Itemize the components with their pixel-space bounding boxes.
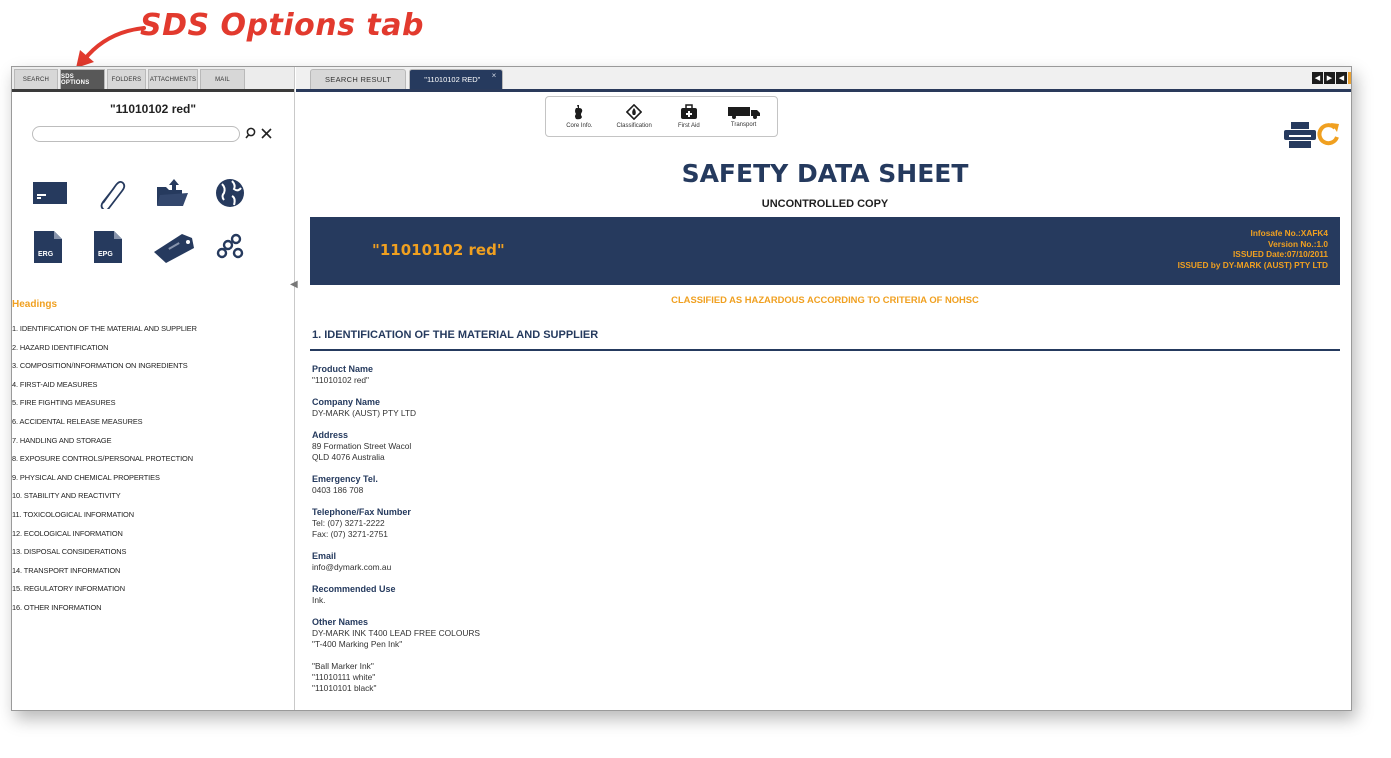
first-aid-label: First Aid xyxy=(678,123,700,129)
hazard-classification: CLASSIFIED AS HAZARDOUS ACCORDING TO CRITERIA OF NOHSC xyxy=(671,294,979,305)
prev-icon[interactable]: ◀ xyxy=(1312,72,1323,84)
document-title: SAFETY DATA SHEET xyxy=(681,159,969,188)
document-toolbar xyxy=(545,96,778,137)
spacer xyxy=(312,650,912,661)
issued-by: ISSUED by DY-MARK (AUST) PTY LTD xyxy=(1177,259,1328,270)
first-icon[interactable]: ◀ xyxy=(1336,72,1347,84)
field-value: DY-MARK (AUST) PTY LTD xyxy=(312,408,417,418)
heading-link[interactable]: 7. HANDLING AND STORAGE xyxy=(12,435,112,445)
field-product-name xyxy=(312,364,912,386)
apple-core-icon xyxy=(572,104,586,120)
field-value: "11010101 black" xyxy=(312,683,377,693)
classification-button[interactable] xyxy=(608,97,660,136)
section-divider xyxy=(310,349,1340,351)
collapse-panel-icon[interactable]: ◀ xyxy=(290,279,298,290)
tab-document-label: "11010102 RED" xyxy=(424,75,481,84)
epg-document-icon[interactable] xyxy=(92,229,152,265)
globe-icon[interactable] xyxy=(212,175,272,211)
field-label: Address xyxy=(312,430,349,440)
heading-link[interactable]: 16. OTHER INFORMATION xyxy=(12,602,102,612)
truck-icon xyxy=(727,105,761,119)
field-value: "11010102 red" xyxy=(312,375,370,385)
tab-sds-options[interactable]: SDS OPTIONS xyxy=(60,69,105,89)
field-value: Fax: (07) 3271-2751 xyxy=(312,529,388,539)
field-label: Company Name xyxy=(312,397,381,407)
expand-icon[interactable] xyxy=(1348,72,1352,84)
right-tab-bar xyxy=(296,67,1352,92)
field-company-name xyxy=(312,397,912,419)
headings-title: Headings xyxy=(12,299,58,310)
refresh-icon[interactable] xyxy=(1317,121,1341,152)
infosafe-number: Infosafe No.:XAFK4 xyxy=(1250,228,1328,238)
core-info-button[interactable] xyxy=(553,97,605,136)
field-address xyxy=(312,430,912,463)
heading-link[interactable]: 14. TRANSPORT INFORMATION xyxy=(12,565,121,575)
tab-folders[interactable]: FOLDERS xyxy=(107,69,146,89)
field-value: DY-MARK INK T400 LEAD FREE COLOURS xyxy=(312,628,481,638)
tab-mail[interactable]: MAIL xyxy=(200,69,245,89)
banner-info xyxy=(1178,228,1328,270)
headings-list xyxy=(12,299,287,622)
core-info-label: Core Info. xyxy=(566,123,593,129)
banner-product-name: "11010102 red" xyxy=(372,241,505,259)
erg-document-icon[interactable] xyxy=(32,229,92,265)
next-icon[interactable]: ▶ xyxy=(1324,72,1335,84)
search-icon[interactable] xyxy=(245,127,256,141)
print-icon[interactable] xyxy=(1283,121,1317,154)
field-label: Product Name xyxy=(312,364,374,374)
first-aid-button[interactable] xyxy=(663,97,715,136)
heading-link[interactable]: 10. STABILITY AND REACTIVITY xyxy=(12,491,121,501)
field-email xyxy=(312,551,912,573)
document-subtitle: UNCONTROLLED COPY xyxy=(761,198,889,210)
erg-label: ERG xyxy=(38,251,54,258)
version-number: Version No.:1.0 xyxy=(1268,238,1328,249)
nav-buttons xyxy=(1312,72,1352,84)
heading-link[interactable]: 2. HAZARD IDENTIFICATION xyxy=(12,342,109,352)
field-label: Telephone/Fax Number xyxy=(312,507,411,517)
heading-link[interactable]: 6. ACCIDENTAL RELEASE MEASURES xyxy=(12,416,143,426)
flame-diamond-icon xyxy=(626,104,642,120)
heading-link[interactable]: 5. FIRE FIGHTING MEASURES xyxy=(12,398,116,408)
search-input[interactable] xyxy=(32,126,240,142)
field-telephone-fax xyxy=(312,507,912,540)
label-tag-icon[interactable] xyxy=(152,229,212,265)
field-recommended-use xyxy=(312,584,912,606)
field-label: Emergency Tel. xyxy=(312,474,378,484)
field-value: 0403 186 708 xyxy=(312,485,364,495)
field-value: Tel: (07) 3271-2222 xyxy=(312,518,385,528)
field-other-names xyxy=(312,617,912,694)
paperclip-icon[interactable] xyxy=(92,175,152,211)
heading-link[interactable]: 15. REGULATORY INFORMATION xyxy=(12,584,125,594)
sds-option-icons xyxy=(32,175,272,265)
folder-icon[interactable] xyxy=(152,175,212,211)
field-emergency-tel xyxy=(312,474,912,496)
issued-date: ISSUED Date:07/10/2011 xyxy=(1232,249,1328,259)
tab-search[interactable]: SEARCH xyxy=(14,69,58,89)
link-chain-icon[interactable] xyxy=(212,229,272,265)
tab-search-result[interactable]: SEARCH RESULT xyxy=(310,69,406,89)
field-label: Email xyxy=(312,551,337,561)
transport-button[interactable] xyxy=(718,97,770,136)
field-value: "T-400 Marking Pen Ink" xyxy=(312,639,403,649)
heading-link[interactable]: 13. DISPOSAL CONSIDERATIONS xyxy=(12,547,127,557)
heading-link[interactable]: 12. ECOLOGICAL INFORMATION xyxy=(12,528,123,538)
classification-label: Classification xyxy=(616,123,652,129)
field-value: QLD 4076 Australia xyxy=(312,452,385,462)
close-tab-icon[interactable]: × xyxy=(491,71,497,80)
heading-link[interactable]: 11. TOXICOLOGICAL INFORMATION xyxy=(12,509,134,519)
tab-attachments[interactable]: ATTACHMENTS xyxy=(148,69,198,89)
annotation-arrow-icon xyxy=(66,18,150,72)
clear-search-icon[interactable] xyxy=(261,127,272,141)
search-row xyxy=(32,126,272,142)
field-label: Recommended Use xyxy=(312,584,396,594)
field-value: info@dymark.com.au xyxy=(312,562,392,572)
field-value: "11010111 white" xyxy=(312,672,376,682)
heading-link[interactable]: 3. COMPOSITION/INFORMATION ON INGREDIENTS xyxy=(12,361,188,371)
annotation-label: SDS Options tab xyxy=(140,8,424,43)
product-banner xyxy=(310,217,1340,285)
envelope-icon[interactable] xyxy=(32,175,92,211)
field-label: Other Names xyxy=(312,617,369,627)
section-fields xyxy=(312,364,912,705)
field-value: Ink. xyxy=(312,595,326,605)
transport-label: Transport xyxy=(730,122,757,128)
heading-link[interactable]: 4. FIRST-AID MEASURES xyxy=(12,379,98,389)
section-title: 1. IDENTIFICATION OF THE MATERIAL AND SUPPLIER xyxy=(312,329,599,341)
left-panel xyxy=(12,67,295,710)
product-title: "11010102 red" xyxy=(109,102,197,116)
field-value: "Ball Marker Ink" xyxy=(312,661,374,671)
field-value: 89 Formation Street Wacol xyxy=(312,441,412,451)
tab-document[interactable] xyxy=(409,69,503,89)
heading-link[interactable]: 8. EXPOSURE CONTROLS/PERSONAL PROTECTION xyxy=(12,454,193,464)
app-window xyxy=(11,66,1352,711)
left-tab-bar xyxy=(12,67,294,92)
first-aid-kit-icon xyxy=(680,104,698,120)
heading-link[interactable]: 1. IDENTIFICATION OF THE MATERIAL AND SUPPLIER xyxy=(12,324,197,333)
heading-link[interactable]: 9. PHYSICAL AND CHEMICAL PROPERTIES xyxy=(12,472,160,482)
epg-label: EPG xyxy=(98,251,113,258)
right-panel xyxy=(296,67,1352,710)
